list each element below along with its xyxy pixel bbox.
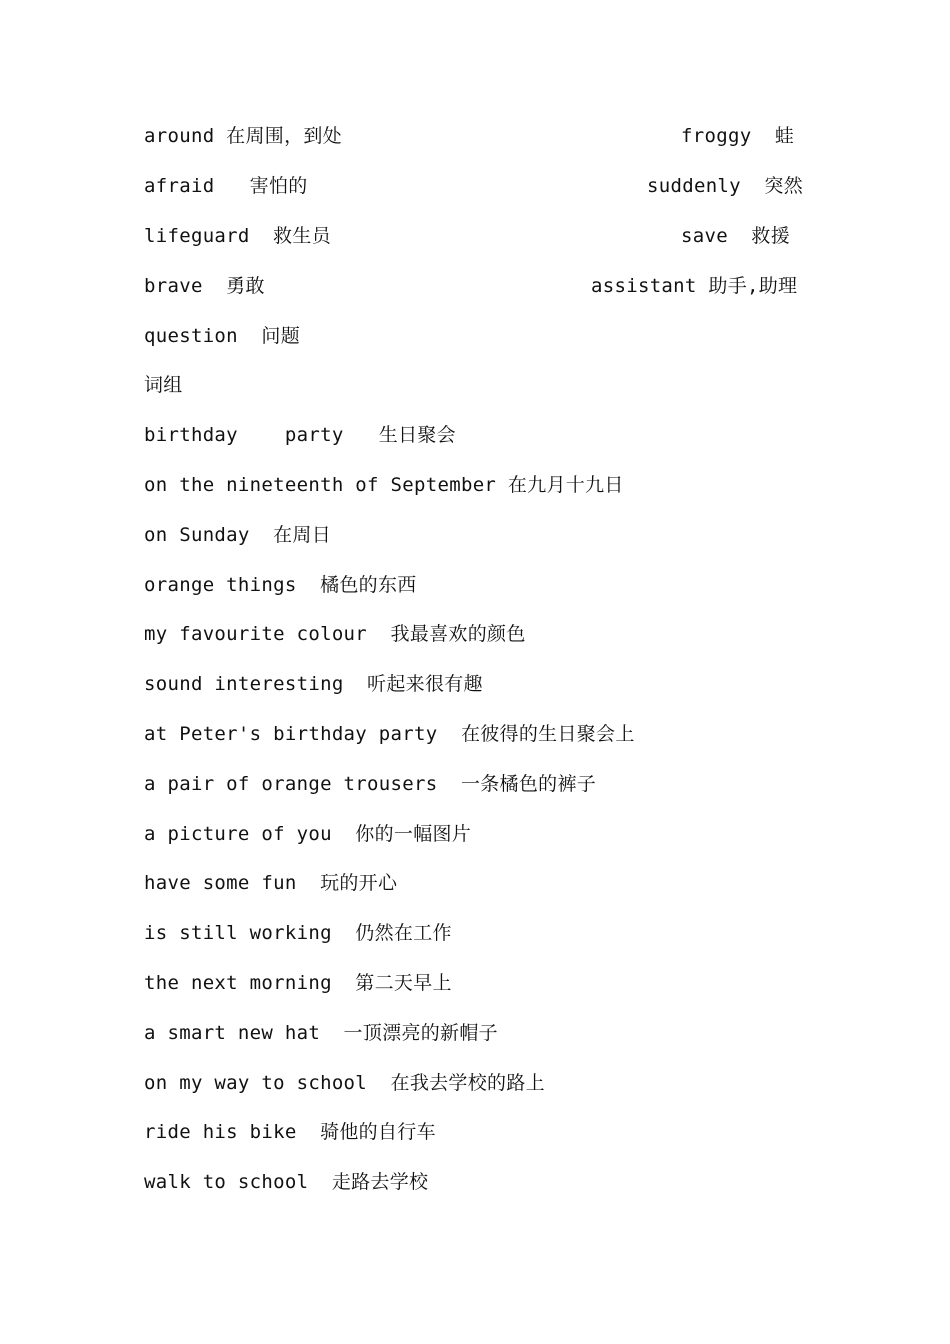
phrase-item: walk to school 走路去学校	[144, 1171, 429, 1193]
phrase-item: a pair of orange trousers 一条橘色的裤子	[144, 773, 597, 795]
phrase-item: a picture of you 你的一幅图片	[144, 823, 472, 845]
phrase-item: at Peter's birthday party 在彼得的生日聚会上	[144, 723, 635, 745]
vocab-right-2: suddenly 突然	[647, 175, 803, 197]
vocab-left-2: afraid 害怕的	[144, 175, 308, 197]
section-heading-phrases: 词组	[144, 374, 183, 396]
vocab-right-4: assistant 助手,助理	[591, 275, 798, 297]
phrase-item: orange things 橘色的东西	[144, 574, 417, 596]
vocab-single-1: question 问题	[144, 325, 300, 347]
vocab-left-4: brave 勇敢	[144, 275, 265, 297]
phrase-item: the next morning 第二天早上	[144, 972, 452, 994]
phrase-item: is still working 仍然在工作	[144, 922, 452, 944]
vocab-left-3: lifeguard 救生员	[144, 225, 332, 247]
phrase-item: birthday party 生日聚会	[144, 424, 456, 446]
phrase-item: ride his bike 骑他的自行车	[144, 1121, 436, 1143]
vocab-left-1: around 在周围，到处	[144, 125, 342, 147]
phrase-item: on my way to school 在我去学校的路上	[144, 1072, 545, 1094]
phrase-item: have some fun 玩的开心	[144, 872, 398, 894]
phrase-item: sound interesting 听起来很有趣	[144, 673, 483, 695]
vocab-right-1: froggy 蛙	[681, 125, 795, 147]
phrase-item: my favourite colour 我最喜欢的颜色	[144, 623, 526, 645]
vocab-right-3: save 救援	[681, 225, 791, 247]
phrase-item: on Sunday 在周日	[144, 524, 332, 546]
phrase-item: a smart new hat 一顶漂亮的新帽子	[144, 1022, 498, 1044]
phrase-item: on the nineteenth of September 在九月十九日	[144, 474, 624, 496]
